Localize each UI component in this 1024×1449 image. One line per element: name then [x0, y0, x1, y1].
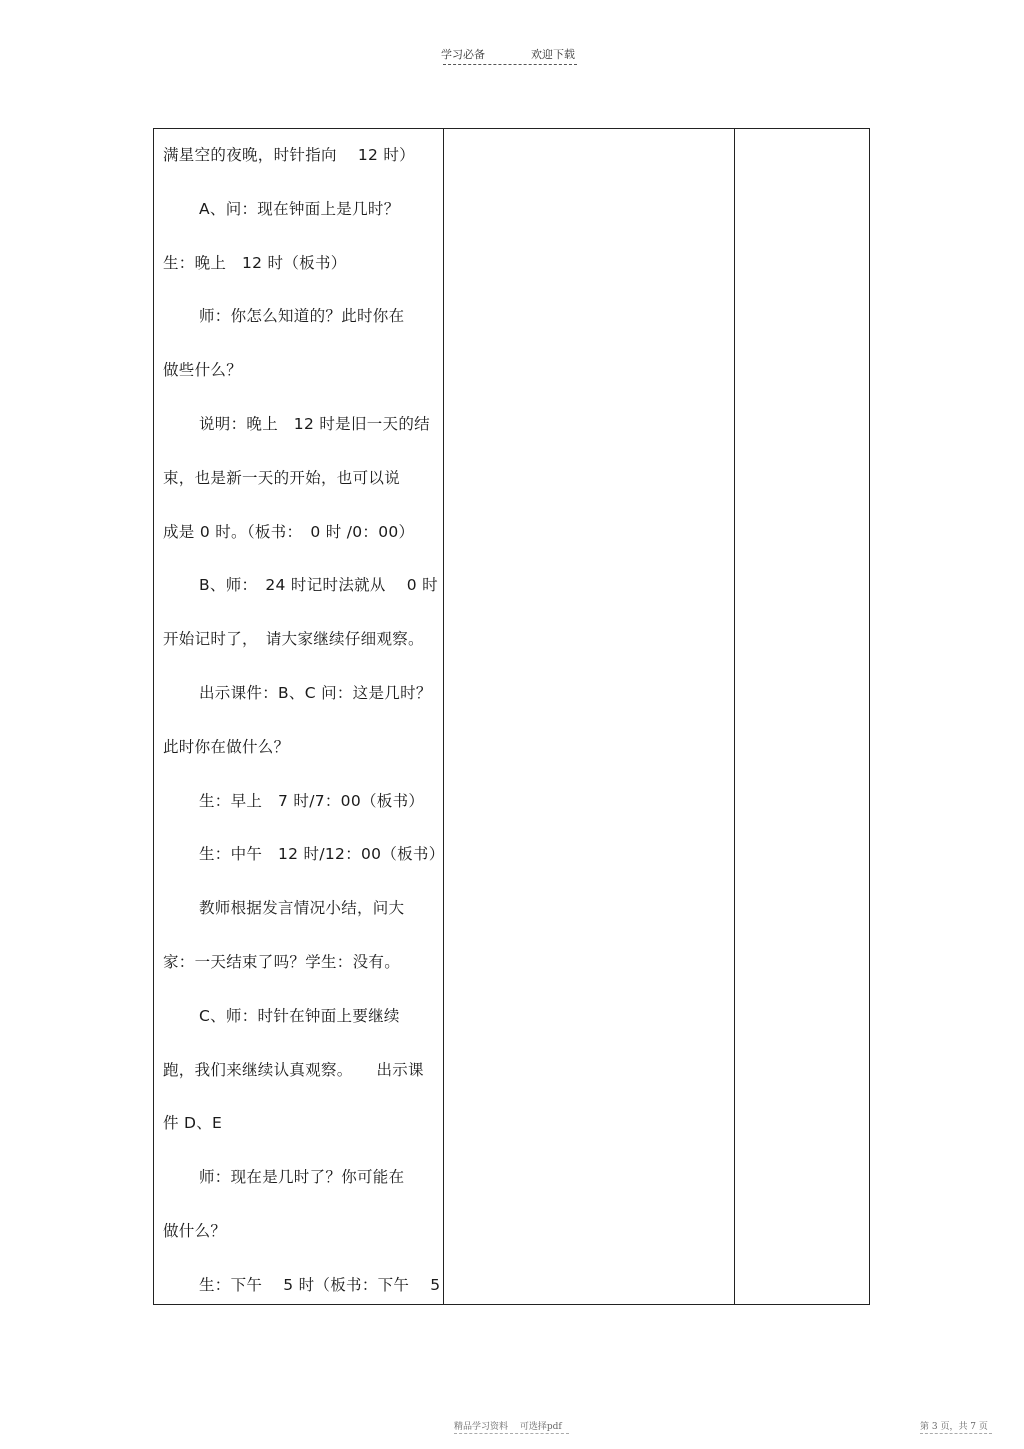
header-left-text: 学习必备 — [441, 48, 485, 61]
footer-rule — [920, 1433, 992, 1434]
lesson-text-line: 做什么？ — [163, 1221, 227, 1240]
lesson-text-line: 跑，我们来继续认真观察。 出示课 — [163, 1060, 424, 1079]
footer-rule — [454, 1433, 569, 1434]
lesson-text-line: 说明：晚上 12 时是旧一天的结 — [199, 414, 430, 433]
lesson-text-line: A、问：现在钟面上是几时？ — [199, 199, 400, 218]
lesson-text-line: 师：你怎么知道的？此时你在 — [199, 307, 405, 326]
lesson-text-line: 家：一天结束了吗？学生：没有。 — [163, 952, 401, 971]
lesson-text-line: 成是 0 时。（板书： 0 时 /0：00） — [163, 522, 415, 541]
header-right-text: 欢迎下载 — [531, 48, 575, 61]
lesson-text-line: 此时你在做什么？ — [163, 737, 290, 756]
lesson-text-line: 教师根据发言情况小结，问大 — [199, 899, 405, 918]
footer-left-text: 精品学习资料 可选择pdf — [454, 1422, 562, 1432]
page-header — [0, 46, 1024, 70]
lesson-text-line: 生：中午 12 时/12：00（板书） — [199, 845, 445, 864]
column-divider — [443, 129, 444, 1304]
lesson-text-line: 生：下午 5 时（板书：下午 5 — [199, 1275, 441, 1294]
lesson-table — [153, 128, 870, 1305]
header-rule — [443, 64, 577, 65]
lesson-text-line: 生：晚上 12 时（板书） — [163, 253, 347, 272]
lesson-text-line: 出示课件：B、C 问：这是几时？ — [199, 683, 432, 702]
lesson-text-line: 生：早上 7 时/7：00（板书） — [199, 791, 425, 810]
lesson-text-line: 师：现在是几时了？你可能在 — [199, 1168, 405, 1187]
lesson-text-line: B、师： 24 时记时法就从 0 时 — [199, 576, 438, 595]
lesson-text-line: 满星空的夜晚，时针指向 12 时） — [163, 146, 415, 164]
page-number: 第 3 页，共 7 页 — [920, 1422, 988, 1432]
lesson-text-line: C、师：时针在钟面上要继续 — [199, 1006, 400, 1025]
lesson-text-cell — [154, 129, 443, 1327]
lesson-text-line: 开始记时了， 请大家继续仔细观察。 — [163, 630, 424, 649]
lesson-text-line: 件 D、E — [163, 1114, 223, 1133]
column-divider — [734, 129, 735, 1304]
lesson-text-line: 束，也是新一天的开始，也可以说 — [163, 468, 401, 487]
page-footer — [0, 1419, 1024, 1443]
lesson-text-line: 做些什么？ — [163, 361, 243, 380]
